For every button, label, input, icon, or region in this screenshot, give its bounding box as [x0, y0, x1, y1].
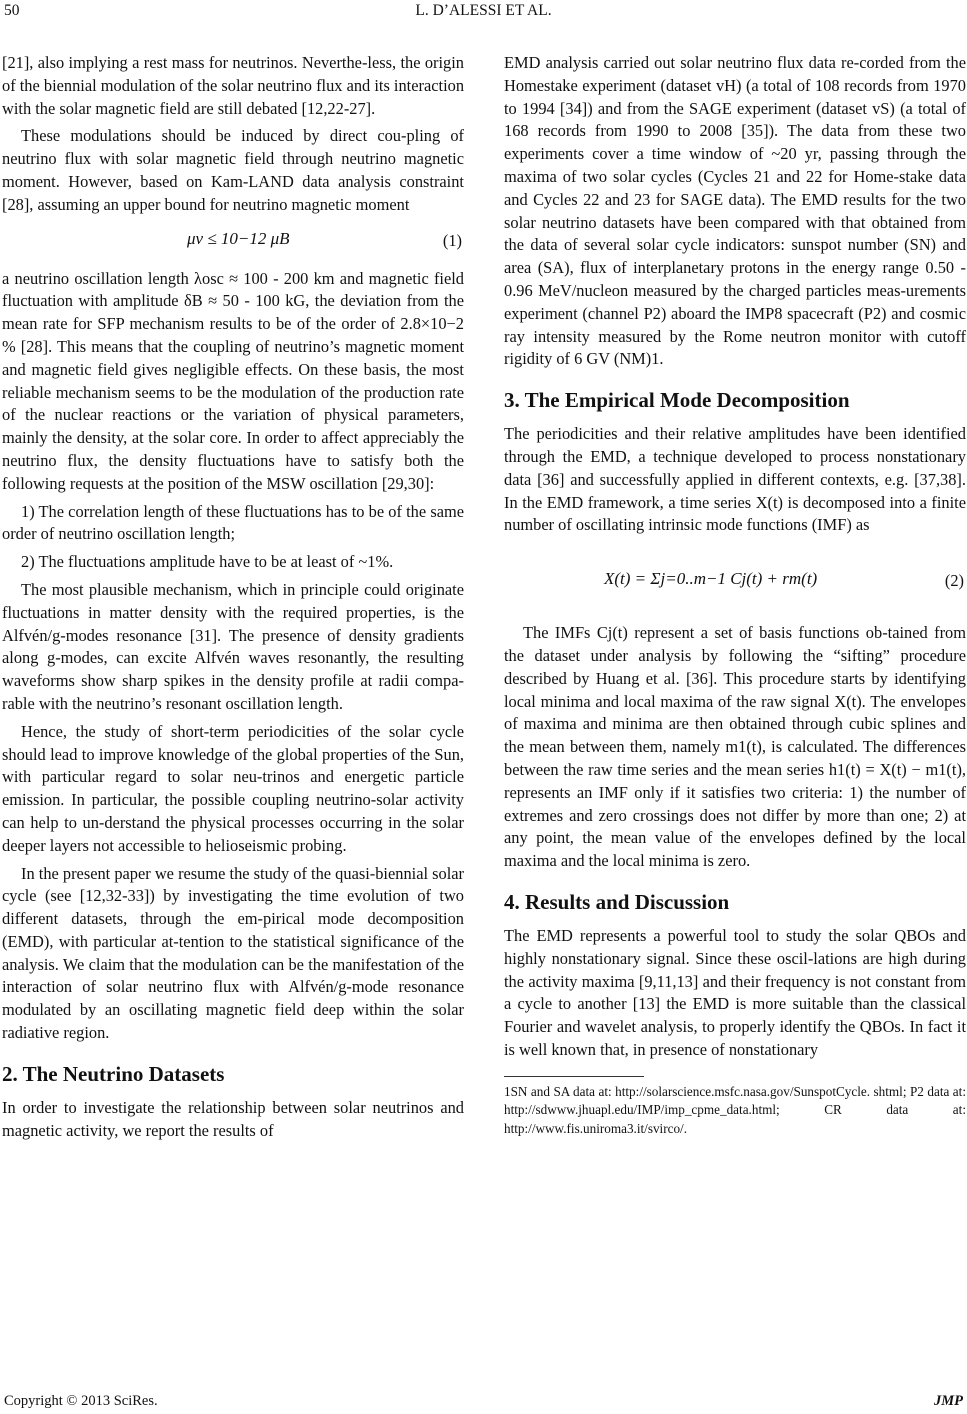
paragraph: a neutrino oscillation length λosc ≈ 100 - 200 km and magnetic field fluctuation with amplitude δB ≈ 50 - 100 kG, the deviation from the mean rate for SFP mechanism results to be of the order of 2.8×10−2 % [28]. This means that the coupling of neutrino’s magnetic moment and magnetic field gives negligible effects. On these basis, the most reliable mechanism seems to be the modulation of the production rate of the nuclear reactions or the variation of physical parameters, mainly the density, at the solar core. In order to affect appreciably the neutrino flux, the density fluctuations have to satisfy both the following requests at the position of the MSW oscillation [29,30]: [2, 268, 464, 493]
copyright: Copyright © 2013 SciRes. [4, 1393, 158, 1409]
right-column [504, 52, 966, 1143]
paragraph: The most plausible mechanism, which in principle could originate fluctuations in matter density with the required properties, is the Alfvén/g-modes resonance [31]. The presence of density gradients along g-modes, can excite Alfvén waves resonantly, the resulting waveforms show sharp spikes in the density profile at radii compa-rable with the neutrino’s resonant oscillation length. [2, 579, 464, 713]
paragraph: EMD analysis carried out solar neutrino flux data re-corded from the Homestake experiment (dataset vH) (a total of 108 records from 1970 to 1994 [34]) and from the SAGE experiment (dataset vS) (a total of 168 records from 1990 to 2008 [35]). The data from these two experiments cover a time window of ~20 yr, passing through the maxima of two solar cycles (Cycles 21 and 22 for Home-stake data and Cycles 22 and 23 for SAGE data). The EMD results for the two solar neutrino datasets have been compared with that obtained from the data of several solar cycle indicators: sunspot number (SN) and area (SA), flux of interplanetary protons in the energy range 0.50 - 0.96 MeV/nucleon measured by the charged particles meas-urements experiment (channel P2) aboard the IMP8 spacecraft (P2) and cosmic ray intensity measured by the Rome neutron monitor with cutoff rigidity of 6 GV (NM)1. [504, 53, 966, 369]
section-heading: 2. The Neutrino Datasets [2, 1061, 225, 1086]
paragraph: The EMD represents a powerful tool to study the solar QBOs and highly nonstationary signal. Since these oscil-lations are high during the activity maxima [9,11,13] and their frequency is not constant from a cycle to another [13] the EMD is more suitable than the classical Fourier and wavelet analysis, to properly identify the QBOs. In fact it is well known that, in presence of nonstationary [504, 925, 966, 1059]
page-number: 50 [4, 2, 20, 19]
paragraph: The IMFs Cj(t) represent a set of basis functions ob-tained from the dataset under analysis by following the “sifting” procedure described by Huang et al. [36]. This procedure starts by identifying local minima and local maxima of the raw signal X(t). The envelopes of maxima and minima are then obtained through cubic splines and the mean between them, namely m1(t), is calculated. The differences between the raw time series and the mean series h1(t) = X(t) − m1(t), represents an IMF only if it satisfies two criteria: 1) the number of extremes and zero crossings does not differ by more than one; 2) at any point, the mean value of the envelopes defined by the local maxima and the local minima is zero. [504, 623, 966, 871]
page-header [0, 2, 967, 24]
equation-number: (2) [944, 571, 964, 591]
section-heading: 3. The Empirical Mode Decomposition [504, 388, 850, 413]
equation-number: (1) [442, 230, 462, 250]
paragraph: 1) The correlation length of these fluctuations has to be of the same order of neutrino oscillation length; [2, 501, 464, 544]
paragraph: In the present paper we resume the study of the quasi-biennial solar cycle (see [12,32-33]) by investigating the time evolution of two different datasets, through the em-pirical mode decomposition (EMD), with particular at-tention to the statistical significance of the analysis. We claim that the modulation can be the manifestation of the interaction of solar neutrino flux with Alfvén/g-mode resonance modulated by an oscillating magnetic field deep within the solar radiative region. [2, 863, 464, 1043]
equation-1 [2, 222, 464, 262]
running-head: L. D’ALESSI ET AL. [415, 2, 552, 19]
equation-2 [504, 542, 966, 616]
paragraph: The periodicities and their relative amplitudes have been identified through the EMD, a technique developed to process nonstationary data [36] and successfully applied in different contexts, e.g. [37,38]. In the EMD framework, a time series X(t) is decomposed into a finite number of oscillating intrinsic mode functions (IMF) as [504, 424, 966, 535]
equation-1-body: μν ≤ 10−12 μB [187, 228, 290, 248]
paragraph: These modulations should be induced by direct cou-pling of neutrino flux with solar magnetic field through neutrino magnetic moment. However, based on Kam-LAND data analysis constraint [28], assuming an upper bound for neutrino magnetic moment [2, 126, 464, 214]
footnote: 1SN and SA data at: http://solarscience.msfc.nasa.gov/SunspotCycle. shtml; P2 data at: http://sdwww.jhuapl.edu/IMP/imp_cpme_data.html; CR data at: http://www.fis.uniroma3.it/svirco/. [504, 1083, 966, 1136]
paragraph: 2) The fluctuations amplitude have to be at least of ~1%. [21, 552, 394, 572]
paragraph: [21], also implying a rest mass for neutrinos. Neverthe-less, the origin of the biennial modulation of the solar neutrino flux and its interaction with the solar magnetic field are still debated [12,22-27]. [2, 53, 465, 118]
footnote-rule [504, 1076, 644, 1077]
equation-2-body: X(t) = Σj=0..m−1 Cj(t) + rm(t) [604, 569, 818, 589]
section-heading: 4. Results and Discussion [504, 889, 730, 914]
paragraph: Hence, the study of short-term periodicities of the solar cycle should lead to improve knowledge of the global properties of the Sun, with particular regard to solar neu-trinos and energetic particle emission. In particular, the possible coupling neutrino-solar activity can help to un-derstand the physical processes occurring in the solar deeper layers not accessible to helioseismic probing. [2, 721, 464, 855]
left-column [2, 52, 464, 1147]
page-footer [0, 1386, 967, 1410]
journal-name: JMP [934, 1393, 963, 1409]
paragraph: In order to investigate the relationship between solar neutrinos and magnetic activity, we report the results of [2, 1097, 464, 1140]
